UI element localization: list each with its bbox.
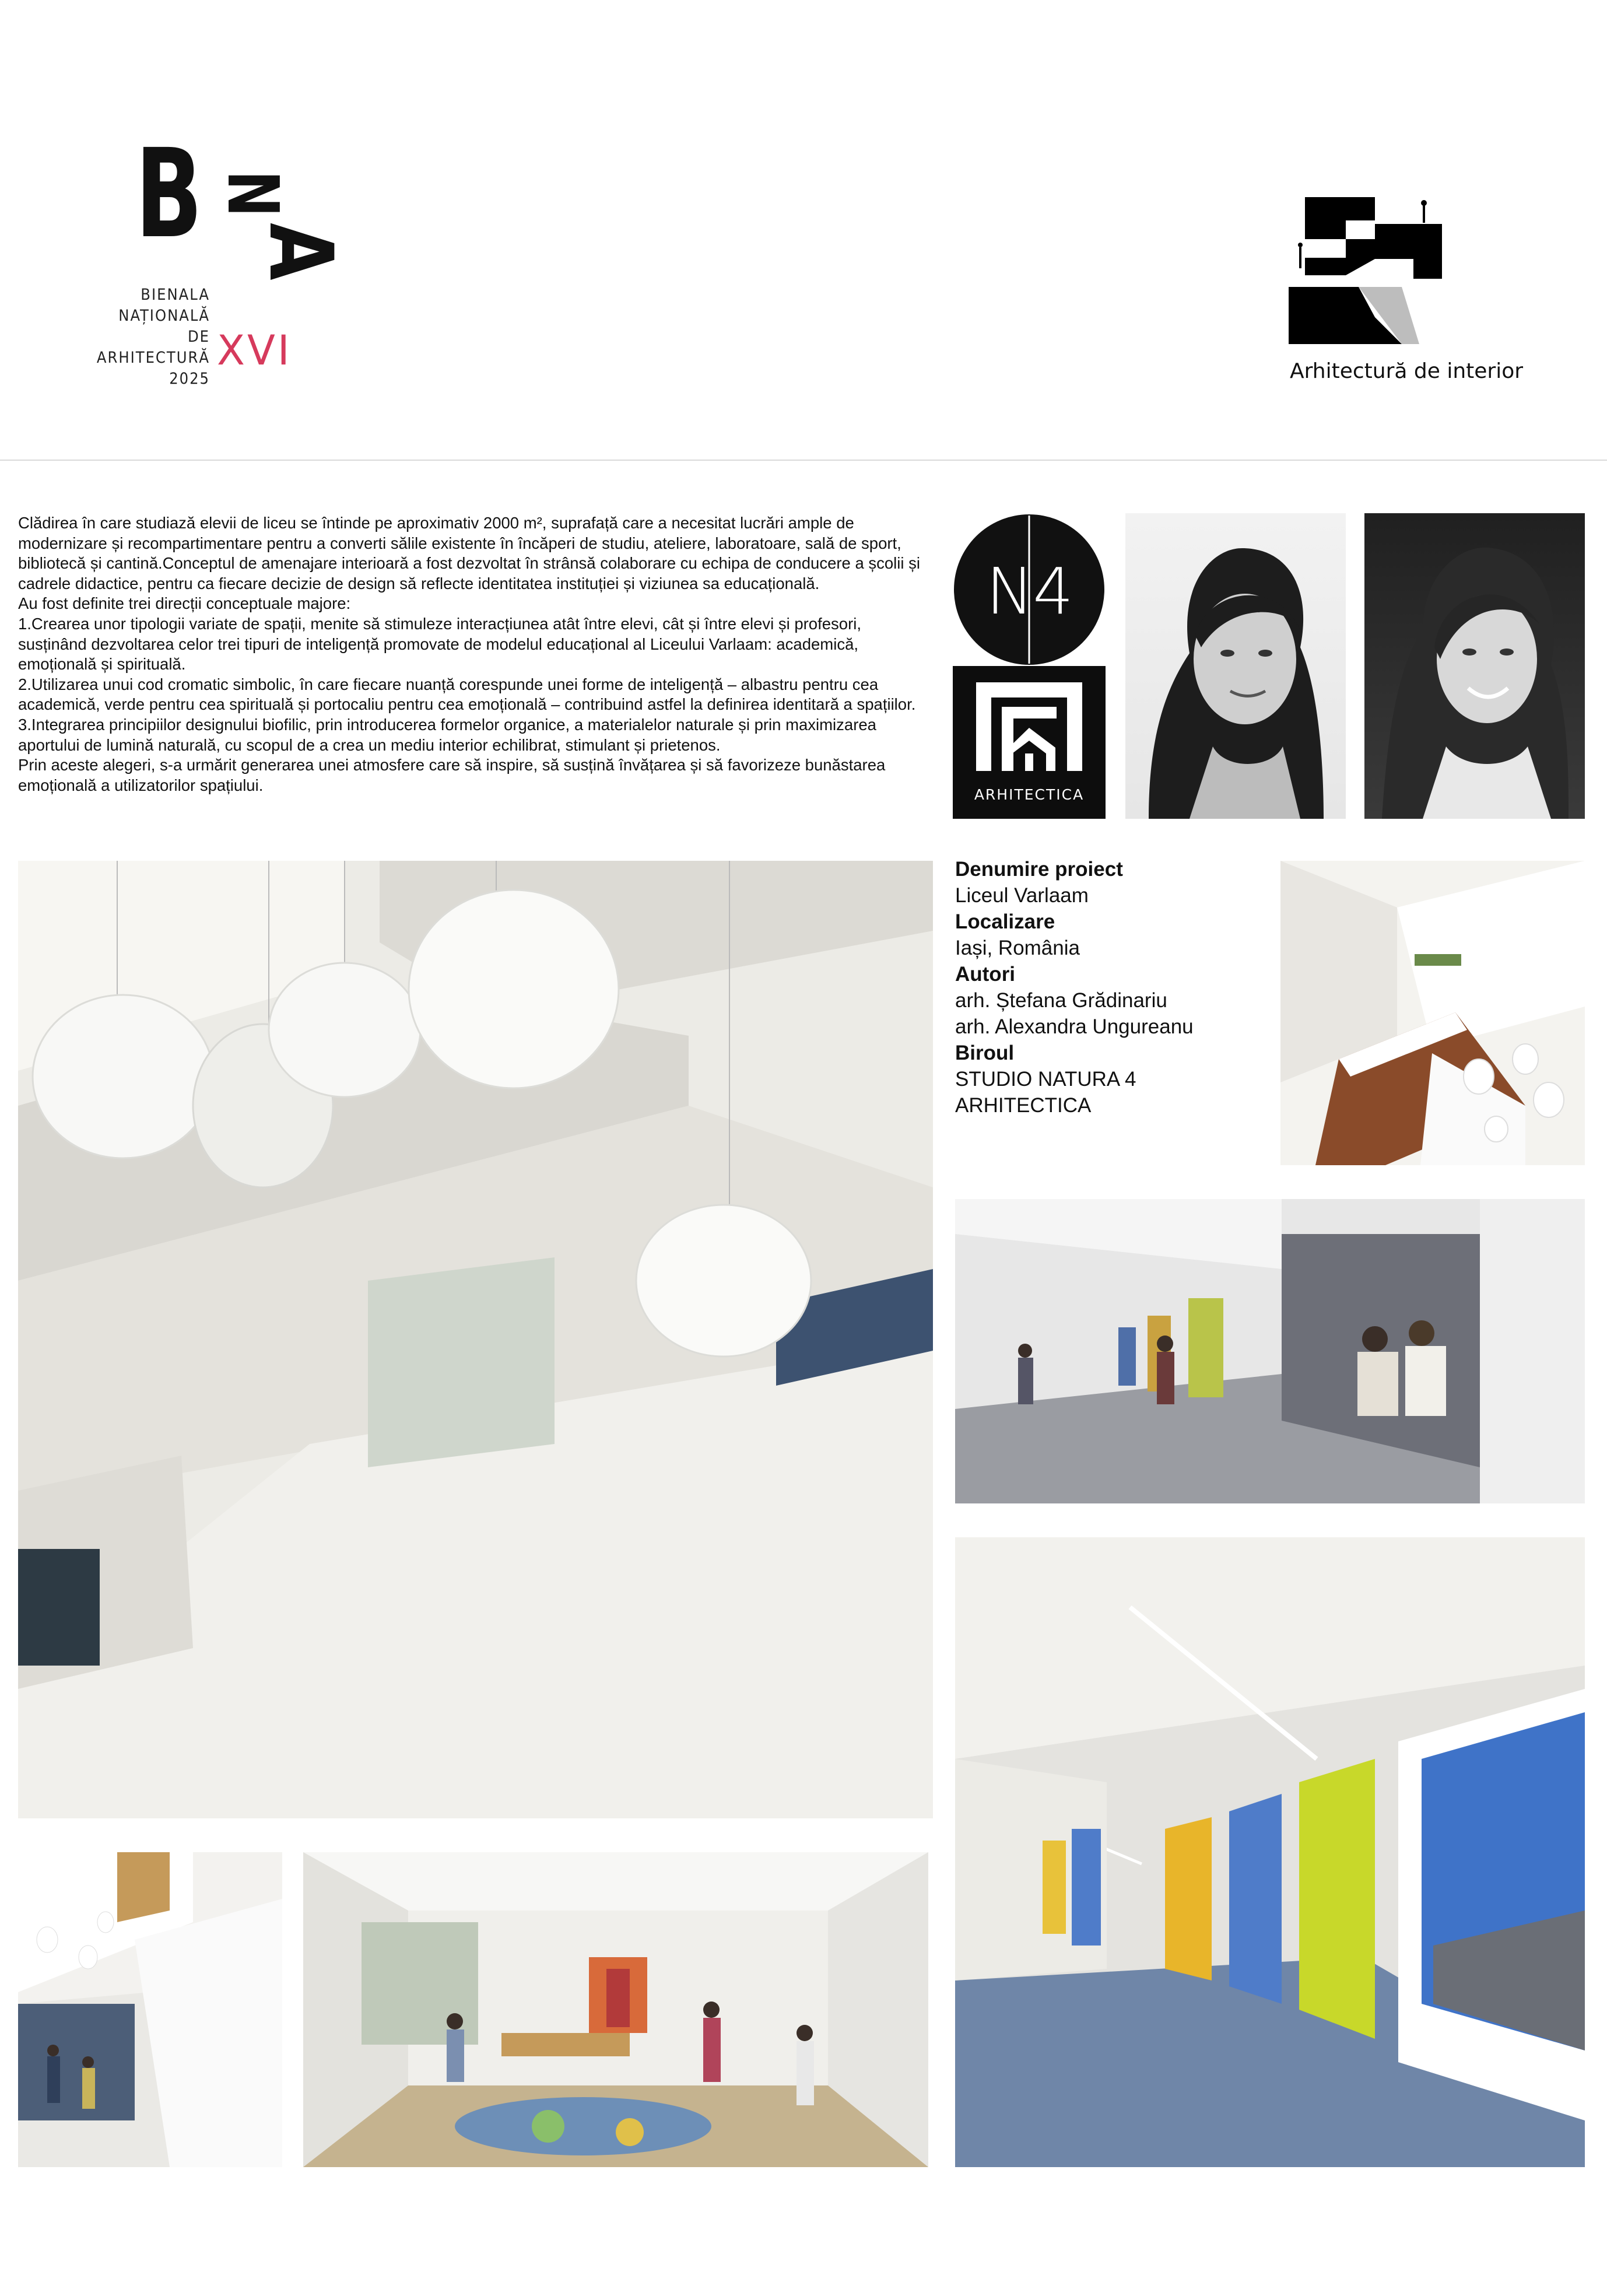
interior-architecture-logo [1287,194,1443,346]
multipurpose-hall-rendering [303,1852,928,2167]
corridor-niches-illustration [955,1199,1585,1503]
stairwell-pendant-lights-photo [18,861,933,1818]
author-portrait-illustration [1125,513,1346,819]
colored-niches-illustration [955,1537,1585,2167]
category-label: Arhitectură de interior [1290,359,1524,383]
stair-landing-illustration [1280,861,1585,1165]
arhitectica-logo-text: ARHITECTICA [974,786,1085,803]
bna-logo-subtitle [87,285,210,390]
project-name-heading: Denumire proiect [955,858,1123,881]
n4-logo-text: N4 [985,554,1073,629]
bna-subtitle-line: NAȚIONALĂ [118,307,210,325]
project-info [955,856,1282,1119]
office-name: ARHITECTICA [955,1094,1092,1117]
office-heading: Biroul [955,1042,1015,1064]
n4-logo [953,513,1106,666]
project-description [18,513,928,795]
bna-subtitle-line: DE [187,328,210,346]
bna-logo-letter-b: B [135,122,203,265]
arhitectica-logo [953,666,1106,819]
description-paragraph: 1.Crearea unor tipologii variate de spații, menite să stimuleze interacțiunea atât între elevi, cât și între elevi și profesori, susținând dezvoltarea celor trei tipuri de inteligență promovate de modelul educațional al Liceului Varlaam: academică, emoțională și spirituală. [18,614,861,674]
bna-subtitle-line: 2025 [169,370,210,388]
stair-landing-photo [1280,861,1585,1165]
bna-logo-letter-n: N [212,170,293,218]
corridor-niches-rendering [955,1199,1585,1503]
office-name: STUDIO NATURA 4 [955,1068,1136,1091]
author-portrait [1364,513,1585,819]
author-portrait-illustration [1364,513,1585,819]
bna-subtitle-line: BIENALA [141,286,210,304]
edition-number: XVI [217,327,292,374]
project-name-value: Liceul Varlaam [955,884,1089,907]
description-paragraph: 3.Integrarea principiilor designului biofilic, prin introducerea formelor organice, a materialelor naturale și prin maximizarea aportului de lumină naturală, cu scopul de a crea un mediu interior echilibrat, stimulant și prietenos. [18,715,876,754]
location-heading: Localizare [955,910,1055,933]
authors-heading: Autori [955,963,1016,986]
author-name: arh. Ștefana Grădinariu [955,989,1167,1012]
atrium-students-rendering [18,1852,282,2167]
atrium-students-illustration [18,1852,282,2167]
location-value: Iași, România [955,937,1080,959]
bna-logo-letter-a: A [250,223,351,281]
author-name: arh. Alexandra Ungureanu [955,1015,1194,1038]
description-paragraph: Au fost definite trei direcții conceptuale majore: [18,594,351,613]
description-paragraph: Clădirea în care studiază elevii de liceu se întinde pe aproximativ 2000 m², suprafață care a necesitat lucrări ample de modernizare și recompartimentare pentru a converti sălile existente în încăperi de studiu, ateliere, laboratoare, sală de sport, bibliotecă și cantină.Conceptul de amenajare interioară a fost dezvoltat în strânsă colaborare cu echipa de conducere a școlii și cadrele didactice, pentru ca fiecare decizie de design să reflecte identitatea instituției și viziunea sa educațională. [18,514,921,593]
bna-subtitle-line: ARHITECTURĂ [96,349,210,367]
description-paragraph: Prin aceste alegeri, s-a urmărit generarea unei atmosfere care să inspire, să susțină învățarea și să favorizeze bunăstarea emoțională a utilizatorilor spațiului. [18,756,886,794]
multipurpose-hall-illustration [303,1852,928,2167]
description-paragraph: 2.Utilizarea unui cod cromatic simbolic, în care fiecare nuanță corespunde unei forme de inteligență – albastru pentru cea academică, verde pentru cea spirituală și portocaliu pentru cea emoțională – contribuind astfel la definirea identitară a spațiilor. [18,675,916,714]
header-divider [0,460,1607,461]
colored-niches-corridor-photo [955,1537,1585,2167]
interior-architecture-logo-graphic [1287,194,1443,346]
author-portrait [1125,513,1346,819]
stairwell-illustration [18,861,933,1818]
